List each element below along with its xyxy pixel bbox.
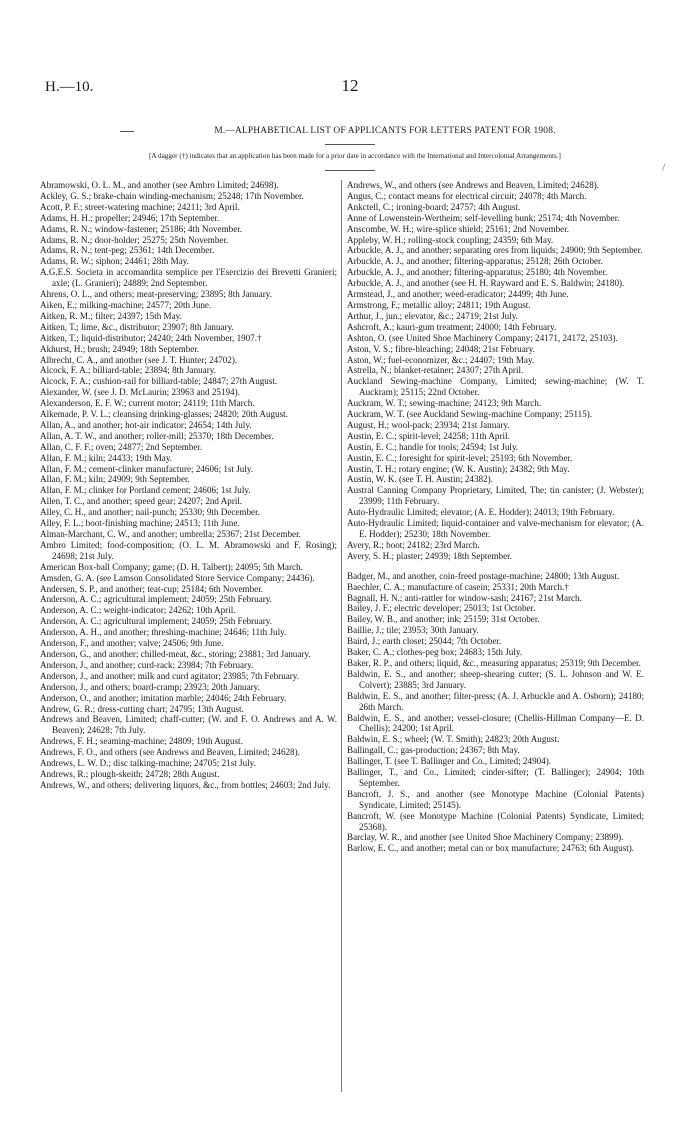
list-entry: Baird, J.; earth closet; 25044; 7th October. [347,636,502,647]
list-entry: Bagnall, H. N.; anti-rattler for window-sash; 24167; 21st March. [347,592,582,603]
list-entry: Austin, E. C.; spirit-level; 24258; 11th April. [347,430,510,441]
list-entry: Armstrong, F.; metallic alloy; 24811; 19th August. [347,299,531,310]
margin-mark: / [662,160,666,174]
list-entry: Auto-Hydraulic Limited; elevator; (A. E. Hodder); 24013; 19th February. [347,507,615,518]
list-entry: Astrella, N.; blanket-retainer; 24307; 27th April. [347,365,524,376]
list-entry: Anderson, A. C.; agricultural implement; 24059; 25th February. [40,616,273,627]
title-divider [325,144,375,145]
list-entry: Allan, A., and another; hot-air indicator; 24654; 14th July. [40,419,252,430]
list-entry: Baillie, J.; tile; 23953; 30th January. [347,625,479,636]
list-entry: Alley, F. L.; boot-finishing machine; 24513; 11th June. [40,518,240,529]
list-entry: Arbuckle, A. J., and another (see H. H. Rayward and E. S. Baldwin; 24180). [347,278,625,289]
list-entry: Andrew, G. R.; dress-cutting chart; 24795; 13th August. [40,703,244,714]
list-entry: Andrews, F. O., and others (see Andrews and Beaven, Limited; 24628). [40,747,300,758]
dagger-note: [A dagger (†) indicates that an application has been made for a prior date in accordance with the International and Intercolonial Arrangements.] [149,152,561,160]
list-entry: Andrews, L. W. D.; disc talking-machine; 24705; 21st July. [40,758,256,769]
list-entry: Alkemade, P. V. L.; cleansing drinking-glasses; 24820; 20th August. [40,409,288,420]
list-entry: Allan, F. M.; kiln; 24909; 9th September. [40,474,190,485]
list-entry: Acott, P. F.; street-watering machine; 24211; 3rd April. [40,201,240,212]
list-entry: Ashcroft, A.; kauri-gum treatment; 24000; 14th February. [347,321,557,332]
list-entry: Adams, R. N.; door-holder; 25275; 25th November. [40,234,229,245]
list-entry: Ballinger, T. (see T. Ballinger and Co., Limited; 24904). [347,756,552,767]
list-entry: Auckram, W. T.; sewing-machine; 24123; 9th March. [347,398,542,409]
column-divider [341,180,342,1092]
list-entry: Austin, T. H.; rotary engine; (W. K. Austin); 24382; 9th May. [347,463,570,474]
list-entry: Andrews and Beaven, Limited; chaff-cutter; (W. and F. O. Andrews and A. W. Beaven); 24628; 7th July. [40,714,337,736]
list-entry: Avery, R.; boot; 24182; 23rd March. [347,539,480,550]
list-entry: Avery, S. H.; plaster; 24939; 18th September. [347,550,512,561]
list-entry: Ballinger, T., and Co., Limited; cinder-sifter; (T. Ballinger); 24904; 10th September. [347,767,644,788]
list-entry: Amsden, G. A. (see Lamson Consolidated Store Service Company; 24436). [40,572,315,583]
list-entry: Aitken, T.; lime, &c., distributor; 23907; 8th January. [40,321,234,332]
list-entry: Anderson, J., and another; milk and curd agitator; 23985; 7th February. [40,670,300,681]
list-entry: Austral Canning Company Proprietary, Limited, The; tin canister; (J. Webster); 23999; 11th February. [347,485,644,507]
list-entry: Adams, R. N.; tent-peg; 25361; 14th December. [40,245,215,256]
list-entry: Arbuckle, A. J., and another; separating ores from liquids; 24900; 9th September. [347,245,643,256]
list-entry: Aitken, R. M.; filter; 24397; 15th May. [40,310,182,321]
list-entry: A.G.E.S. Societa in accomandita semplice per l'Esercizio dei Brevetti Granieri; axle; (L. Granieri); 24889; 2nd September. [40,267,337,289]
left-column [40,180,337,791]
list-entry: Andersen, S. P., and another; teat-cup; 25184; 6th November. [40,583,264,594]
list-entry: Bancroft, J. S., and another (see Monotype Machine (Colonial Patents) Syndicate, Limited; 25145). [347,788,644,810]
list-entry: American Box-ball Company; game; (D. H. Talbert); 24095; 5th March. [40,561,303,572]
list-entry: Allen, T. C., and another; speed gear; 24207; 2nd April. [40,496,243,507]
list-entry: Anderson, J., and another; curd-rack; 23984; 7th February. [40,659,254,670]
list-entry: Aston, V. S.; fibre-bleaching; 24048; 21st February. [347,343,536,354]
list-entry: Anderson, F., and another; valve; 24506; 9th June. [40,638,224,649]
list-entry: Abramowski, O. L. M., and another (see Ambro Limited; 24698). [40,180,279,190]
list-entry: Alley, C. H., and another; nail-punch; 25330; 9th December. [40,507,260,518]
list-entry: Anderson, G., and another; chilled-meat, &c., storing; 23881; 3rd January. [40,648,311,659]
right-column-b-entries [347,571,644,855]
list-entry: Auto-Hydraulic Limited; liquid-container and valve-mechanism for elevator; (A. E. Hodder); 25230; 18th November. [347,518,644,539]
document-reference: H.—10. [45,79,94,95]
list-entry: Austin, E. C.; handle for tools; 24594; 1st July. [347,441,519,452]
list-entry: Ackley, G. S.; brake-chain winding-mechanism; 25248; 17th November. [40,190,304,201]
list-entry: Auckram, W. T. (see Auckland Sewing-machine Company; 25115). [347,409,593,420]
list-entry: Appleby, W. H.; rolling-stock coupling; 24359; 6th May. [347,234,554,245]
list-entry: Ballingall, C.; gas-production; 24367; 8th May. [347,745,520,756]
list-entry: Angus, C.; contact means for electrical circuit; 24078; 4th March. [347,190,587,201]
list-entry: Alcock, F. A.; billiard-table; 23894; 8th January. [40,365,216,376]
list-entry: Ashton, O. (see United Shoe Machinery Company; 24171, 24172, 25103). [347,332,618,343]
list-entry: Ahrens, O. L., and others; meat-preserving; 23895; 8th January. [40,289,273,300]
list-entry: Baldwin, E. S.; wheel; (W. T. Smith); 24823; 20th August. [347,734,560,745]
list-entry: Baker, R. P., and others; liquid, &c., measuring apparatus; 25319; 9th December. [347,657,641,668]
list-entry: Bailey, J. F.; electric developer; 25013; 1st October. [347,603,536,614]
list-entry: Armstead, J., and another; weed-eradicator; 24499; 4th June. [347,289,569,300]
list-entry: Andrews, W., and others (see Andrews and Beaven, Limited; 24628). [347,180,600,190]
list-entry: Barclay, W. R., and another (see United Shoe Machinery Company; 23899). [347,832,624,843]
list-entry: Anscombe, W. H.; wire-splice shield; 25161; 2nd November. [347,223,570,234]
list-entry: Andrews, F. H.; seaming-machine; 24809; 19th August. [40,736,243,747]
list-entry: Anderson, A. C.; weight-indicator; 24262; 10th April. [40,605,236,616]
list-entry: Andrews, R.; plough-skeith; 24728; 28th August. [40,768,220,779]
letter-gap [347,562,644,571]
list-entry: Bailey, W. B., and another; ink; 25159; 31st October. [347,614,540,625]
list-entry: Austin, E. C.; foresight for spirit-level; 25193; 6th November. [347,452,573,463]
list-entry: Alcock, F. A.; cushion-rail for billiard-table; 24847; 27th August. [40,376,278,387]
list-entry: August, H.; wool-pack; 23934; 21st January. [347,419,510,430]
list-entry: Aston, W.; fuel-economizer, &c.; 24407; 19th May. [347,354,535,365]
right-column [347,180,644,854]
list-entry: Adams, R. N.; window-fastener; 25186; 4th November. [40,223,243,234]
list-entry: Ankctell, C.; ironing-board; 24757; 4th August. [347,201,521,212]
list-entry: Albrecht, C. A., and another (see J. T. Hunter; 24702). [40,354,238,365]
list-entry: Anderson, A. C.; agricultural implement; 24059; 25th February. [40,594,273,605]
list-entry: Anderson, O., and another; imitation marble; 24046; 24th February. [40,692,287,703]
list-entry: Adams, H. H.; propeller; 24946; 17th September. [40,212,220,223]
list-entry: Akhurst, H.; brush; 24949; 18th September. [40,343,200,354]
list-entry: Arbuckle, A. J., and another; filtering-apparatus; 25128; 26th October. [347,256,603,267]
list-entry: Barlow, E. C., and another; metal can or box manufacture; 24763; 6th August). [347,843,635,854]
list-entry: Arbuckle, A. J., and another; filtering-apparatus; 25180; 4th November. [347,267,608,278]
list-entry: Badger, M., and another, coin-freed postage-machine; 24800; 13th August. [347,570,620,581]
list-entry: Allan, F. M.; clinker for Portland cement; 24606; 1st July. [40,485,251,496]
list-entry: Baldwin, E. S., and another; sheep-shearing cutter; (S. L. Johnson and W. E. Colvert); 23885; 3rd January. [347,668,644,690]
list-entry: Bancroft, W. (see Monotype Machine (Colonial Patents) Syndicate, Limited; 25368). [347,810,644,832]
list-entry: Allan, F. M.; kiln; 24433; 19th May. [40,452,173,463]
list-entry: Ambro Limited; food-composition; (O. L. M. Abramowski and F. Rosing); 24698; 21st July. [40,539,337,561]
list-entry: Baker, C. A.; clothes-peg box; 24683; 15th July. [347,647,523,658]
page-title: M.—ALPHABETICAL LIST OF APPLICANTS FOR LETTERS PATENT FOR 1908. [214,126,556,136]
list-entry: Austin, W. K. (see T. H. Austin; 24382). [347,474,493,485]
list-entry: Arthur, J., jun.; elevator, &c.; 24719; 21st July. [347,310,518,321]
list-entry: Anderson, J., and others; board-cramp; 23923; 20th January. [40,681,260,692]
list-entry: Baechler, C. A.; manufacture of casein; 25331; 20th March.† [347,581,569,592]
page-number: 12 [341,76,359,95]
list-entry: Aiken, E.; milking-machine; 24577; 20th June. [40,299,212,310]
list-entry: Alman-Marchant, C. W., and another; umbrella; 25367; 21st December. [40,529,301,539]
list-entry: Allan, C. F. F.; oven; 24877; 2nd September. [40,441,203,452]
list-entry: Allan, A. T. W., and another; roller-mill; 25370; 18th December. [40,430,274,441]
list-entry: Alexander, W. (see J. D. McLaurin; 23963 and 25194). [40,387,240,398]
list-entry: Allan, F. M.; cement-clinker manufacture; 24606; 1st July. [40,463,254,474]
list-entry: Alexanderson, E. F. W.; current motor; 24119; 11th March. [40,398,255,409]
list-entry: Auckland Sewing-machine Company, Limited; sewing-machine; (W. T. Auckram); 25115; 22nd October. [347,376,644,398]
right-column-a-entries [347,180,644,562]
list-entry: Adams, R. W.; siphon; 24461; 28th May. [40,256,189,267]
list-entry: Anderson, A. H., and another; threshing-machine; 24646; 11th July. [40,627,287,638]
list-entry: Aitken, T.; liquid-distributor; 24240; 24th November, 1907.† [40,332,262,343]
list-entry: Anne of Lowenstein-Wertheim; self-levelling bunk; 25174; 4th November. [347,212,620,223]
list-entry: Baldwin, E. S., and another; filter-press; (A. J. Arbuckle and A. Osborn); 24180; 26th March. [347,690,644,712]
note-divider [325,170,375,171]
list-entry: Baldwin, E. S., and another; vessel-closure; (Chellis-Hillman Company—E. D. Chellis); 24200; 1st April. [347,712,644,734]
list-entry: Andrews, W., and others; delivering liquors, &c., from bottles; 24603; 2nd July. [40,779,331,790]
